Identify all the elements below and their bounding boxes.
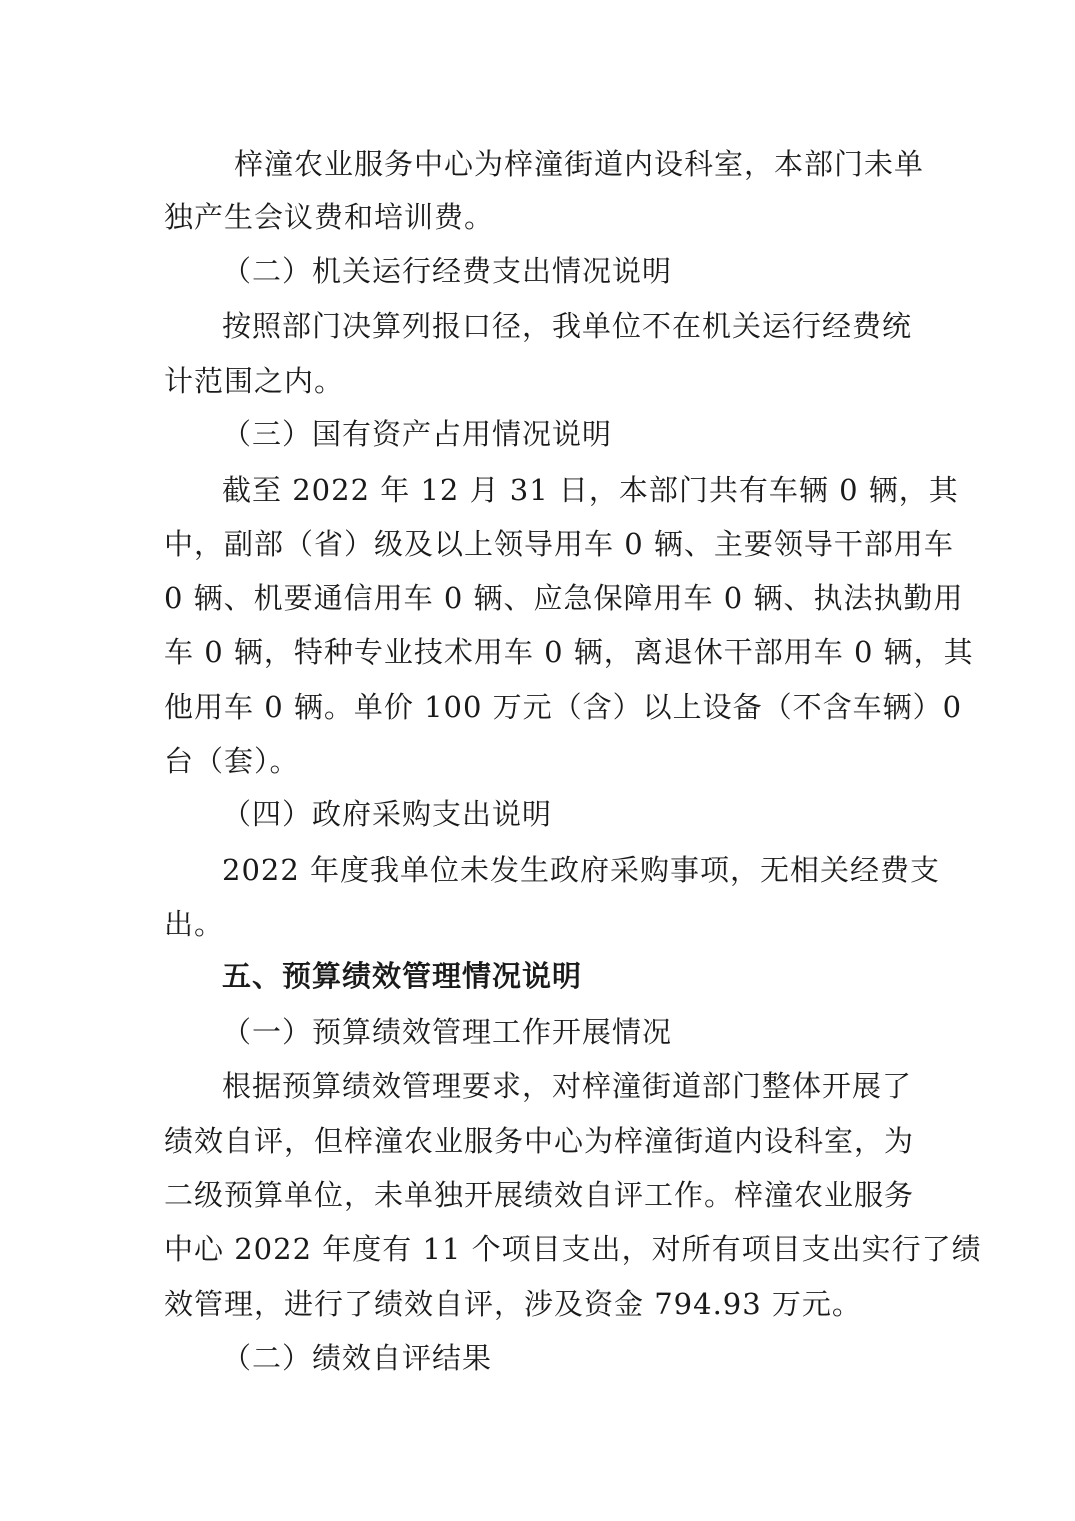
section-heading: （二）绩效自评结果 xyxy=(222,1341,493,1375)
paragraph-line: 中心 2022 年度有 11 个项目支出，对所有项目支出实行了绩 xyxy=(164,1232,982,1266)
paragraph-line: 计范围之内。 xyxy=(164,364,345,398)
paragraph-line: 独产生会议费和培训费。 xyxy=(164,200,495,234)
section-heading: （二）机关运行经费支出情况说明 xyxy=(222,254,673,288)
paragraph-line: 根据预算绩效管理要求，对梓潼街道部门整体开展了 xyxy=(222,1069,913,1103)
section-heading: （四）政府采购支出说明 xyxy=(222,797,553,831)
paragraph-line: 绩效自评，但梓潼农业服务中心为梓潼街道内设科室，为 xyxy=(164,1124,915,1158)
chapter-heading: 五、预算绩效管理情况说明 xyxy=(222,959,583,993)
paragraph-line: 出。 xyxy=(164,907,225,941)
paragraph-line: 中，副部（省）级及以上领导用车 0 辆、主要领导干部用车 xyxy=(164,527,954,561)
paragraph-line: 2022 年度我单位未发生政府采购事项，无相关经费支 xyxy=(222,853,941,887)
paragraph-line: 截至 2022 年 12 月 31 日，本部门共有车辆 0 辆，其 xyxy=(222,473,959,507)
paragraph-line: 台（套）。 xyxy=(164,744,300,778)
section-heading: （一）预算绩效管理工作开展情况 xyxy=(222,1015,673,1049)
paragraph-line: 二级预算单位，未单独开展绩效自评工作。梓潼农业服务 xyxy=(164,1178,915,1212)
paragraph-line: 车 0 辆，特种专业技术用车 0 辆，离退休干部用车 0 辆，其 xyxy=(164,635,974,669)
paragraph-line: 按照部门决算列报口径，我单位不在机关运行经费统 xyxy=(222,309,913,343)
paragraph-line: 梓潼农业服务中心为梓潼街道内设科室，本部门未单 xyxy=(234,147,925,181)
paragraph-line: 他用车 0 辆。单价 100 万元（含）以上设备（不含车辆）0 xyxy=(164,690,963,724)
paragraph-line: 效管理，进行了绩效自评，涉及资金 794.93 万元。 xyxy=(164,1287,862,1321)
section-heading: （三）国有资产占用情况说明 xyxy=(222,417,613,451)
paragraph-line: 0 辆、机要通信用车 0 辆、应急保障用车 0 辆、执法执勤用 xyxy=(164,581,964,615)
